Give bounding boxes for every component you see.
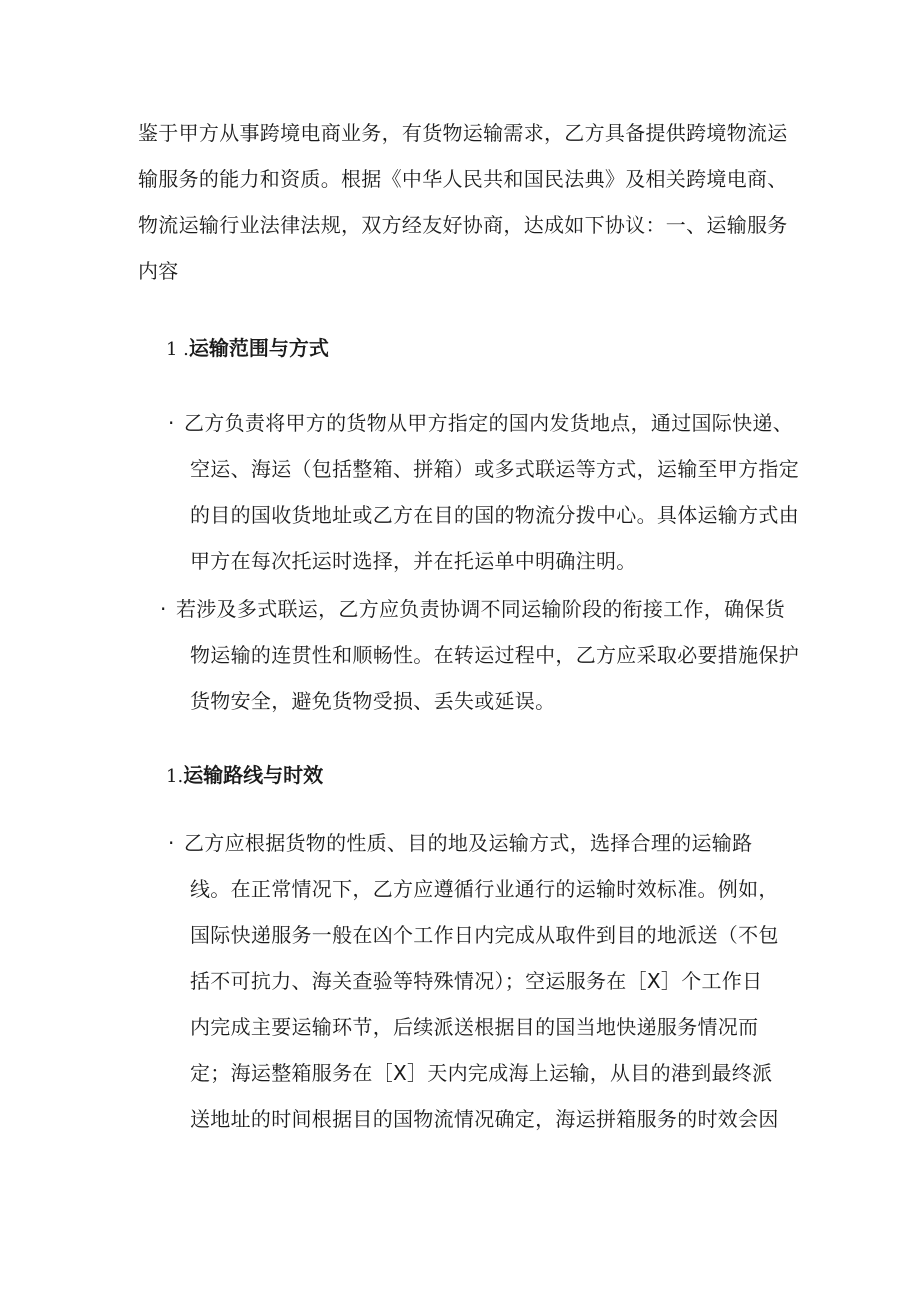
section-number-2: 1. xyxy=(166,766,184,787)
bullet-item-3 xyxy=(168,820,780,1142)
bullet-dot: · xyxy=(168,411,175,435)
bullet-item-1 xyxy=(168,400,800,584)
intro-paragraph: 鉴于甲方从事跨境电商业务，有货物运输需求，乙方具备提供跨境物流运输服务的能力和资质。根据《中华人民共和国民法典》及相关跨境电商、物流运输行业法律法规，双方经友好协商，达成如下协议：一、运输服务内容 xyxy=(138,121,788,283)
bullet-item-2: · 若涉及多式联运，乙方应负责协调不同运输阶段的衔接工作，确保货物运输的连贯性和顺畅性。在转运过程中，乙方应采取必要措施保护货物安全，避免货物受损、丢失或延误。 xyxy=(160,597,799,713)
section-number-1: 1 . xyxy=(166,339,189,360)
section-title-1: 运输范围与方式 xyxy=(188,336,329,360)
bullet-text-1: 乙方负责将甲方的货物从甲方指定的国内发货地点，通过国际快递、空运、海运（包括整箱、拼箱）或多式联运等方式，运输至甲方指定的目的国收货地址或乙方在目的国的物流分拨中心。具体运输方式由甲方在每次托运时选择，并在托运单中明确注明。 xyxy=(184,411,799,573)
bullet-text-2: 若涉及多式联运，乙方应负责协调不同运输阶段的衔接工作，确保货物运输的连贯性和顺畅性。在转运过程中，乙方应采取必要措施保护货物安全，避免货物受损、丢失或延误。 xyxy=(176,597,799,713)
bullet-dot: · xyxy=(168,831,175,855)
section-heading-2 xyxy=(166,752,323,800)
section-title-2: 运输路线与时效 xyxy=(183,763,324,787)
section-heading-1 xyxy=(166,325,329,373)
bullet-text-3: 乙方应根据货物的性质、目的地及运输方式，选择合理的运输路线。在正常情况下，乙方应遵循行业通行的运输时效标准。例如，国际快递服务一般在凶个工作日内完成从取件到目的地派送（不包括不可抗力、海关查验等特殊情况）；空运服务在［X］个工作日内完成主要运输环节，后续派送根据目的国当地快递服务情况而定；海运整箱服务在［X］天内完成海上运输，从目的港到最终派送地址的时间根据目的国物流情况确定，海运拼箱服务的时效会因 xyxy=(184,831,779,1131)
